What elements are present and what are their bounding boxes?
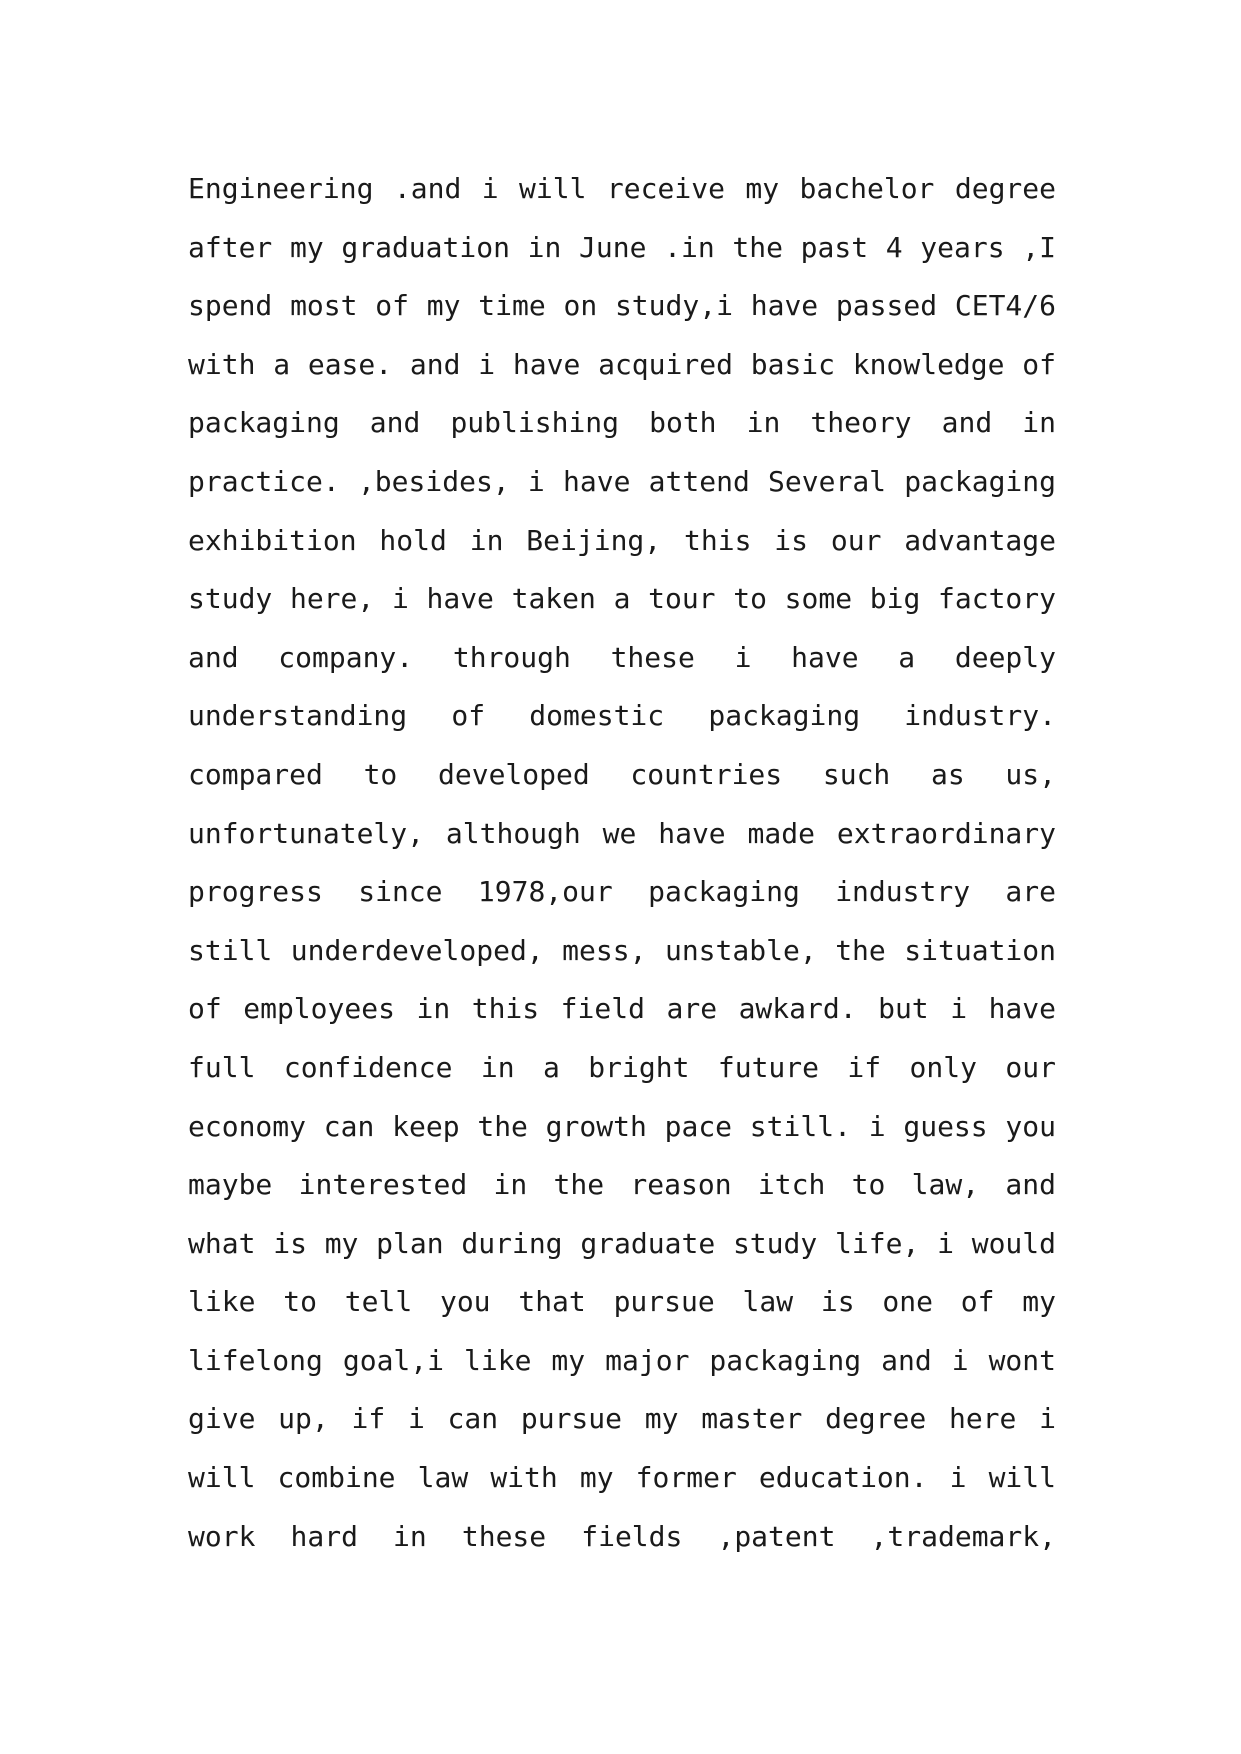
text-line: after my graduation in June .in the past 4 years ,I bbox=[188, 230, 1056, 264]
text-line: still underdeveloped, mess, unstable, the situation bbox=[188, 933, 1056, 967]
text-line: unfortunately, although we have made extraordinary bbox=[188, 816, 1056, 850]
text-line: with a ease. and i have acquired basic knowledge of bbox=[188, 347, 1056, 381]
text-line: and company. through these i have a deeply bbox=[188, 640, 1056, 674]
text-line: like to tell you that pursue law is one of my bbox=[188, 1285, 1056, 1319]
text-line: Engineering .and i will receive my bachelor degree bbox=[188, 172, 1056, 205]
text-line: progress since 1978,our packaging industry are bbox=[188, 875, 1056, 909]
text-line: what is my plan during graduate study life, i would bbox=[188, 1226, 1056, 1260]
text-line: practice. ,besides, i have attend Several packaging bbox=[188, 464, 1056, 498]
text-line: spend most of my time on study,i have passed CET4/6 bbox=[188, 289, 1056, 323]
text-line: of employees in this field are awkard. but i have bbox=[188, 992, 1056, 1026]
text-line: will combine law with my former education. i will bbox=[188, 1461, 1056, 1495]
text-line: work hard in these fields ,patent ,trademark, bbox=[188, 1519, 1056, 1553]
text-line: compared to developed countries such as us, bbox=[188, 757, 1056, 791]
text-line: economy can keep the growth pace still. i guess you bbox=[188, 1109, 1056, 1143]
text-line: lifelong goal,i like my major packaging and i wont bbox=[188, 1343, 1056, 1377]
text-line: maybe interested in the reason itch to law, and bbox=[188, 1168, 1056, 1202]
body-text bbox=[188, 160, 1056, 1566]
text-line: give up, if i can pursue my master degree here i bbox=[188, 1402, 1056, 1436]
text-line: packaging and publishing both in theory and in bbox=[188, 406, 1056, 440]
text-line: exhibition hold in Beijing, this is our advantage bbox=[188, 523, 1056, 557]
text-line: study here, i have taken a tour to some big factory bbox=[188, 582, 1056, 616]
text-line: full confidence in a bright future if only our bbox=[188, 1050, 1056, 1084]
text-line: understanding of domestic packaging industry. bbox=[188, 699, 1056, 733]
